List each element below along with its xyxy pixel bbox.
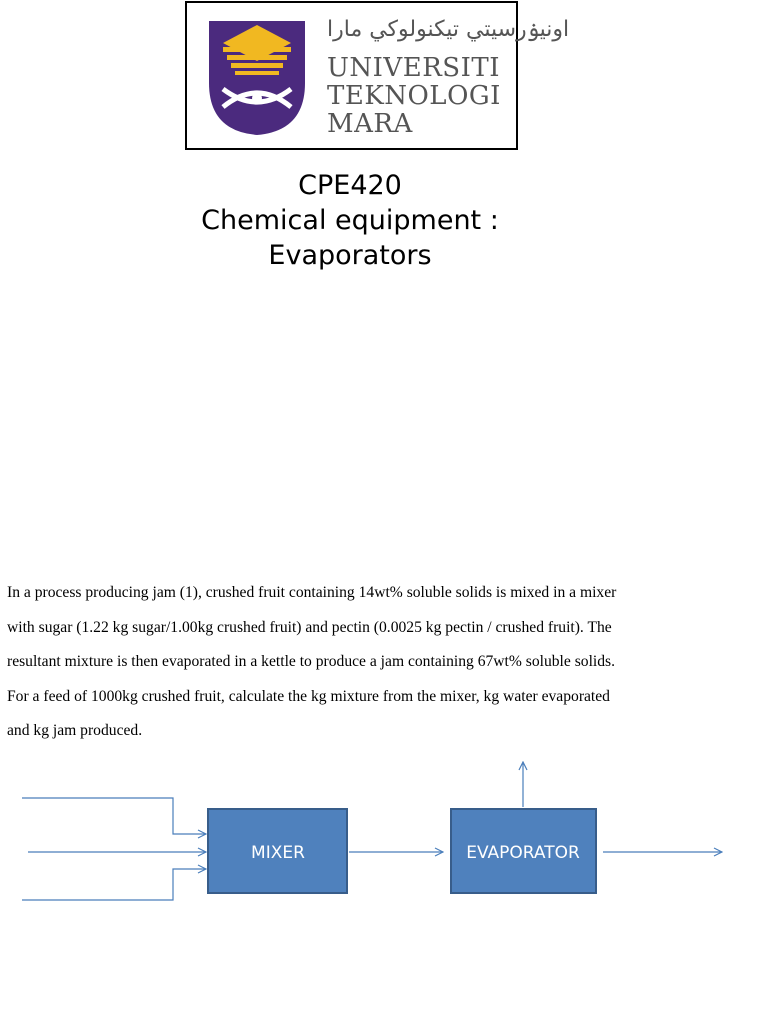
feed-arrow-bottom <box>22 869 206 900</box>
course-topic: Evaporators <box>268 240 432 271</box>
course-subject: Chemical equipment : <box>201 205 499 236</box>
logo-arabic-text: اونيۏرسيتي تيکنولوکي مارا <box>327 17 570 42</box>
problem-line: In a process producing jam (1), crushed fruit containing 14wt% soluble solids is mixed in a mixer <box>7 584 617 601</box>
problem-line: with sugar (1.22 kg sugar/1.00kg crushed fruit) and pectin (0.0025 kg pectin / crushed fruit). The <box>7 618 612 636</box>
course-code: CPE420 <box>298 170 402 201</box>
logo-line-teknologi: TEKNOLOGI <box>327 81 501 111</box>
process-flow-diagram <box>0 750 768 920</box>
problem-statement <box>7 576 765 749</box>
feed-arrow-top <box>22 798 206 834</box>
university-logo <box>185 1 570 150</box>
logo-line-mara: MARA <box>327 109 413 139</box>
problem-line: resultant mixture is then evaporated in a kettle to produce a jam containing 67wt% soluble solids. <box>7 653 616 670</box>
problem-line: and kg jam produced. <box>7 722 143 739</box>
page-title <box>150 168 550 273</box>
problem-line: For a feed of 1000kg crushed fruit, calculate the kg mixture from the mixer, kg water evaporated <box>7 687 610 705</box>
logo-line-universiti: UNIVERSITI <box>327 53 500 83</box>
evaporator-label: EVAPORATOR <box>466 843 580 863</box>
mixer-label: MIXER <box>251 843 305 863</box>
crest-icon <box>187 3 327 148</box>
